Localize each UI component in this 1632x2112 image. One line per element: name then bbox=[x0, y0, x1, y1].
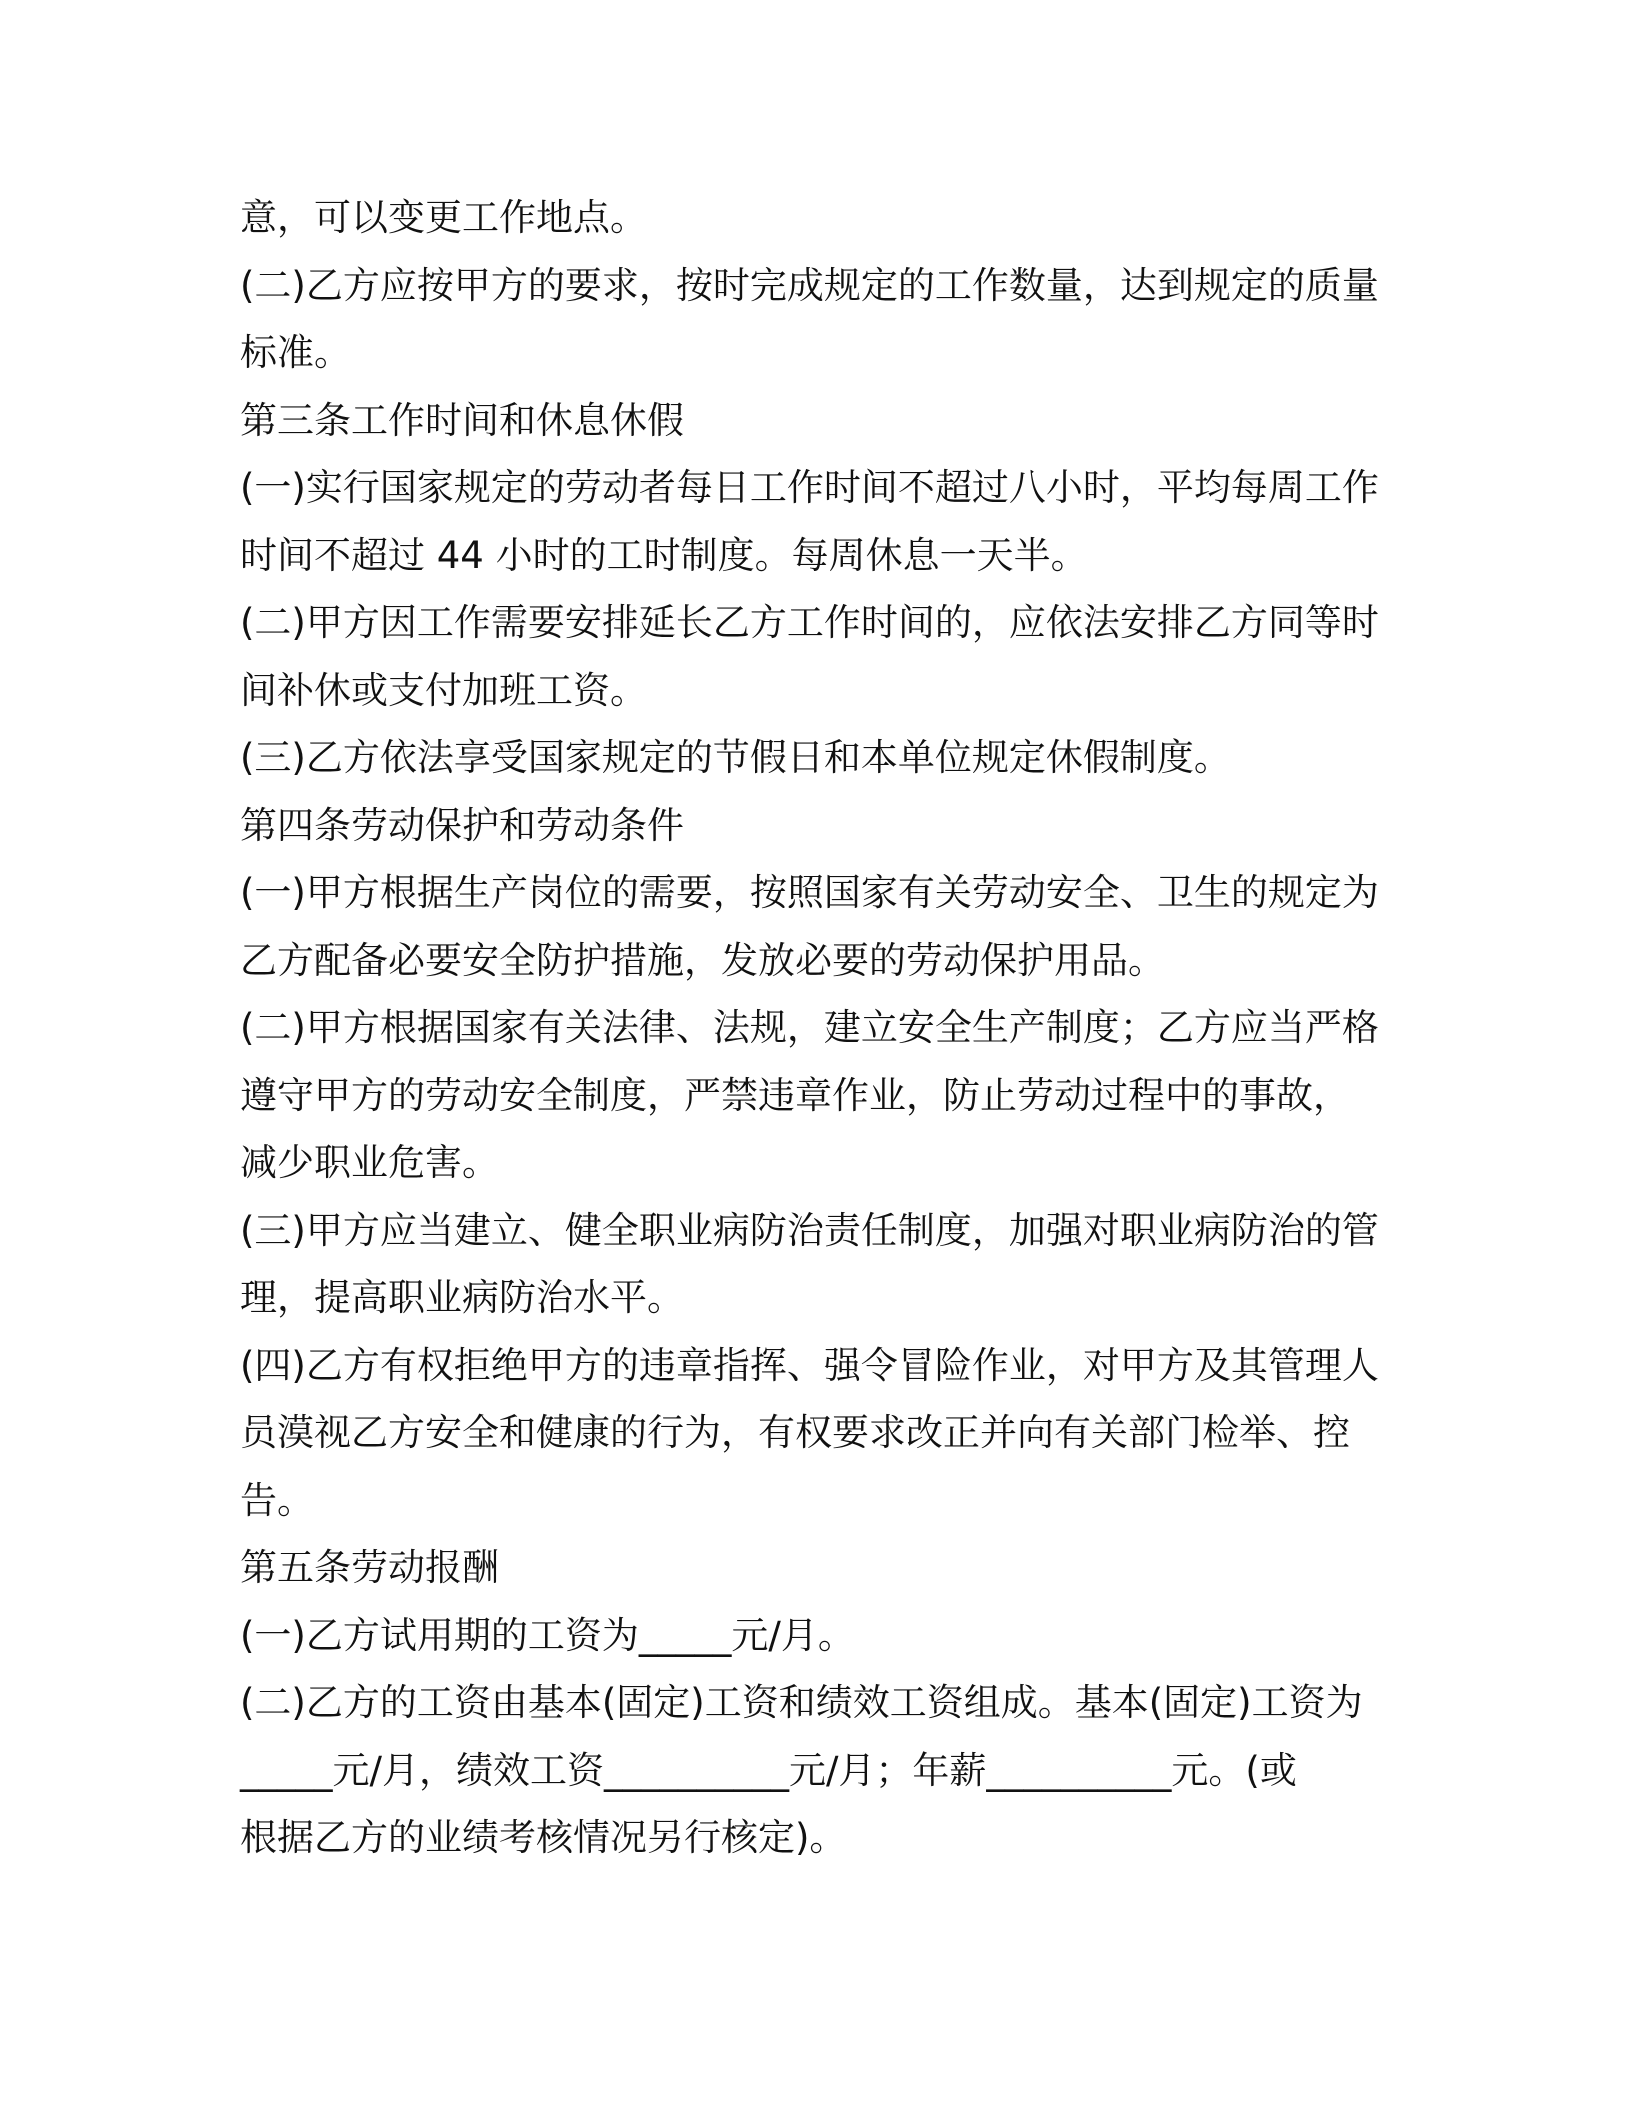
text-line: 乙方配备必要安全防护措施，发放必要的劳动保护用品。 bbox=[240, 938, 1165, 982]
text-line: (三)乙方依法享受国家规定的节假日和本单位规定休假制度。 bbox=[240, 736, 1231, 779]
text-line: _____元/月，绩效工资__________元/月；年薪__________元。(或 bbox=[240, 1748, 1297, 1792]
text-line: (二)乙方的工资由基本(固定)工资和绩效工资组成。基本(固定)工资为 bbox=[240, 1681, 1363, 1724]
text-line: 时间不超过 44 小时的工时制度。每周休息一天半。 bbox=[240, 533, 1088, 577]
text-line: 理，提高职业病防治水平。 bbox=[240, 1276, 684, 1319]
text-line: 遵守甲方的劳动安全制度，严禁违章作业，防止劳动过程中的事故， bbox=[240, 1073, 1350, 1117]
text-line: (二)甲方根据国家有关法律、法规，建立安全生产制度；乙方应当严格 bbox=[240, 1006, 1379, 1049]
text-line: (一)实行国家规定的劳动者每日工作时间不超过八小时，平均每周工作 bbox=[240, 466, 1379, 509]
text-line: (三)甲方应当建立、健全职业病防治责任制度，加强对职业病防治的管 bbox=[240, 1208, 1379, 1252]
text-line: (一)乙方试用期的工资为_____元/月。 bbox=[240, 1613, 855, 1657]
text-line: 标准。 bbox=[240, 331, 351, 374]
text-line: 意，可以变更工作地点。 bbox=[240, 196, 647, 239]
text-line: 告。 bbox=[240, 1478, 314, 1522]
section-heading: 第四条劳动保护和劳动条件 bbox=[240, 803, 684, 847]
text-line: (四)乙方有权拒绝甲方的违章指挥、强令冒险作业，对甲方及其管理人 bbox=[240, 1343, 1379, 1387]
text-line: 根据乙方的业绩考核情况另行核定)。 bbox=[240, 1816, 847, 1859]
section-heading: 第五条劳动报酬 bbox=[240, 1546, 499, 1589]
text-line: (二)甲方因工作需要安排延长乙方工作时间的，应依法安排乙方同等时 bbox=[240, 601, 1379, 644]
text-line: 员漠视乙方安全和健康的行为，有权要求改正并向有关部门检举、控 bbox=[240, 1411, 1350, 1454]
text-line: (二)乙方应按甲方的要求，按时完成规定的工作数量，达到规定的质量 bbox=[240, 263, 1379, 307]
section-heading: 第三条工作时间和休息休假 bbox=[240, 398, 684, 442]
text-line: 减少职业危害。 bbox=[240, 1141, 499, 1184]
document-body bbox=[240, 184, 1390, 1872]
text-line: 间补休或支付加班工资。 bbox=[240, 668, 647, 712]
text-line: (一)甲方根据生产岗位的需要，按照国家有关劳动安全、卫生的规定为 bbox=[240, 871, 1379, 914]
